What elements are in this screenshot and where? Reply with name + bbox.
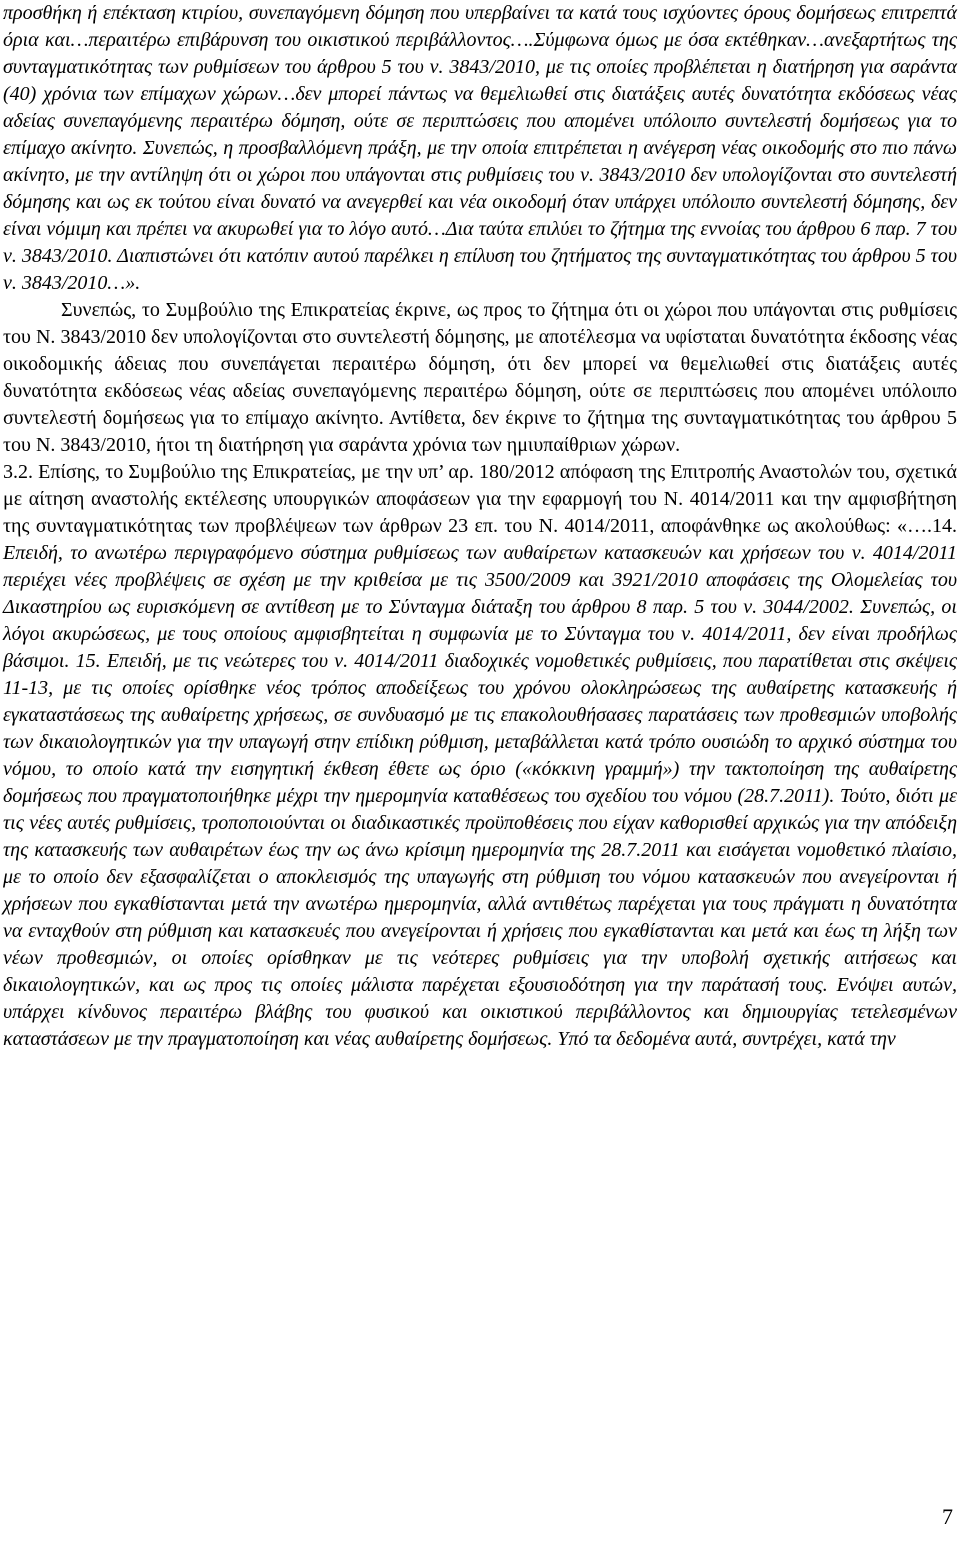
paragraph-section-3-2 (3, 459, 957, 1053)
paragraph-conclusion (3, 297, 957, 459)
paragraph-quote-continuation (3, 0, 957, 297)
paragraph-text: Συνεπώς, το Συμβούλιο της Επικρατείας έκρινε, ως προς το ζήτημα ότι οι χώροι που υπάγονται στις ρυθμίσεις του Ν. 3843/2010 δεν υπολογίζονται στο συντελεστή δόμησης, με αποτέλεσμα να υφίσταται δυνατότητα έκδοσης νέας οικοδομικής άδειας που συνεπάγεται περαιτέρω δόμηση, ότι δεν μπορεί να θεμελιωθεί στις διατάξεις αυτές δυνατότητα εκδόσεως νέας αδείας συνεπαγόμενης περαιτέρω δόμηση, ούτε σε περιπτώσεις που απομένει υπόλοιπο συντελεστή δομήσεως για το επίμαχο ακίνητο. Αντίθετα, δεν έκρινε το ζήτημα της συνταγματικότητας του άρθρου 5 του Ν. 3843/2010, ήτοι τη διατήρηση για σαράντα χρόνια των ημιυπαίθριων χώρων. (3, 299, 957, 456)
italic-text: προσθήκη ή επέκταση κτιρίου, συνεπαγόμενη δόμηση που υπερβαίνει τα κατά τους ισχύοντες όρους δομήσεως επιτρεπτά όρια και…περαιτέρω επιβάρυνση του οικιστικού περιβάλλοντος….Σύμφωνα όμως με όσα εκτέθηκαν…ανεξαρτήτως της συνταγματικότητας των ρυθμίσεων του άρθρου 5 του ν. 3843/2010, με τις οποίες προβλέπεται η διατήρηση για σαράντα (40) χρόνια των επίμαχων χώρων…δεν μπορεί πάντως να θεμελιωθεί στις διατάξεις αυτές δυνατότητα εκδόσεως νέας αδείας συνεπαγόμενης περαιτέρω δόμηση, ούτε σε περιπτώσεις που απομένει υπόλοιπο συντελεστή δομήσεως για το επίμαχο ακίνητο. Συνεπώς, η προσβαλλόμενη πράξη, με την οποία επιτρέπεται η ανέγερση νέας οικοδομής στο πιο πάνω ακίνητο, με την αντίληψη ότι οι χώροι που υπάγονται στις ρυθμίσεις του ν. 3843/2010 δεν υπολογίζονται στο συντελεστή δόμησης και ως εκ τούτου είναι δυνατό να ανεγερθεί και νέα οικοδομή όταν υπάρχει υπόλοιπο συντελεστή δόμησης, δεν είναι νόμιμη και πρέπει να ακυρωθεί για το λόγο αυτό…Δια ταύτα επιλύει το ζήτημα της εννοίας του άρθρου 6 παρ. 7 του ν. 3843/2010. Διαπιστώνει ότι κατόπιν αυτού παρέλκει η επίλυση του ζητήματος της συνταγματικότητας του άρθρου 5 του ν. 3843/2010…». (3, 2, 957, 294)
page-number: 7 (942, 1504, 953, 1529)
paragraph-text: 3.2. Επίσης, το Συμβούλιο της Επικρατείας, με την υπ’ αρ. 180/2012 απόφαση της Επιτροπής Αναστολών του, σχετικά με αίτηση αναστολής εκτέλεσης υπουργικών αποφάσεων για την εφαρμογή του Ν. 4014/2011 και την αμφισβήτηση της συνταγματικότητας των προβλέψεων των άρθρων 23 επ. του Ν. 4014/2011, αποφάνθηκε ως ακολούθως: «….14. (3, 461, 957, 537)
italic-text: Επειδή, το ανωτέρω περιγραφόμενο σύστημα ρυθμίσεως των αυθαίρετων κατασκευών και χρήσεων του ν. 4014/2011 περιέχει νέες προβλέψεις σε σχέση με την κριθείσα με τις 3500/2009 και 3921/2010 αποφάσεις της Ολομελείας του Δικαστηρίου ως ευρισκόμενη σε αντίθεση με το Σύνταγμα διάταξη του άρθρου 8 παρ. 5 του ν. 3044/2002. Συνεπώς, οι λόγοι ακυρώσεως, με τους οποίους αμφισβητείται η συμφωνία με το Σύνταγμα του ν. 4014/2011, δεν είναι προδήλως βάσιμοι. 15. Επειδή, με τις νεώτερες του ν. 4014/2011 διαδοχικές νομοθετικές ρυθμίσεις, που παρατίθεται στις σκέψεις 11-13, με τις οποίες ορίσθηκε νέος τρόπος αποδείξεως του χρόνου ολοκληρώσεως της αυθαίρετης κατασκευής ή εγκαταστάσεως της αυθαίρετης χρήσεως, σε συνδυασμό με τις επακολουθήσασες παρατάσεις των προθεσμιών υποβολής των δικαιολογητικών για την υπαγωγή στην επίδικη ρύθμιση, μεταβάλλεται κατά τρόπο ουσιώδη το αρχικό σύστημα του νόμου, το οποίο κατά την εισηγητική έκθεση έθετε ως όριο («κόκκινη γραμμή») την τακτοποίηση της αυθαίρετης δομήσεως που πραγματοποιήθηκε μέχρι την ημερομηνία καταθέσεως του σχεδίου του νόμου (28.7.2011). Τούτο, διότι με τις νέες αυτές ρυθμίσεις, τροποποιούνται οι διαδικαστικές προϋποθέσεις που είχαν καθορισθεί αρχικώς για την απόδειξη της κατασκευής των αυθαιρέτων έως την ως άνω κρίσιμη ημερομηνία της 28.7.2011 και εισάγεται νομοθετικό πλαίσιο, με το οποίο δεν εξασφαλίζεται ο αποκλεισμός της υπαγωγής στη ρύθμιση του νόμου κατασκευών που ανεγείρονται ή χρήσεων που εγκαθίστανται μετά την ανωτέρω ημερομηνία, αλλά αντιθέτως παρέχεται για τους πράγματι η δυνατότητα να ενταχθούν στη ρύθμιση και κατασκευές που ανεγείρονται ή χρήσεις που εγκαθίστανται και μετά και έως τη λήξη των νέων προθεσμιών, οι οποίες ορίσθηκαν με τις νεότερες ρυθμίσεις για την υποβολή σχετικής αιτήσεως και δικαιολογητικών, και ως προς τις οποίες μάλιστα παρέχεται εξουσιοδότηση για την παράτασή τους. Ενόψει αυτών, υπάρχει κίνδυνος περαιτέρω βλάβης του φυσικού και οικιστικού περιβάλλοντος και δημιουργίας τετελεσμένων καταστάσεων με την πραγματοποίηση και νέας αυθαίρετης δομήσεως. Υπό τα δεδομένα αυτά, συντρέχει, κατά την (3, 542, 957, 1050)
document-body (3, 0, 957, 1053)
